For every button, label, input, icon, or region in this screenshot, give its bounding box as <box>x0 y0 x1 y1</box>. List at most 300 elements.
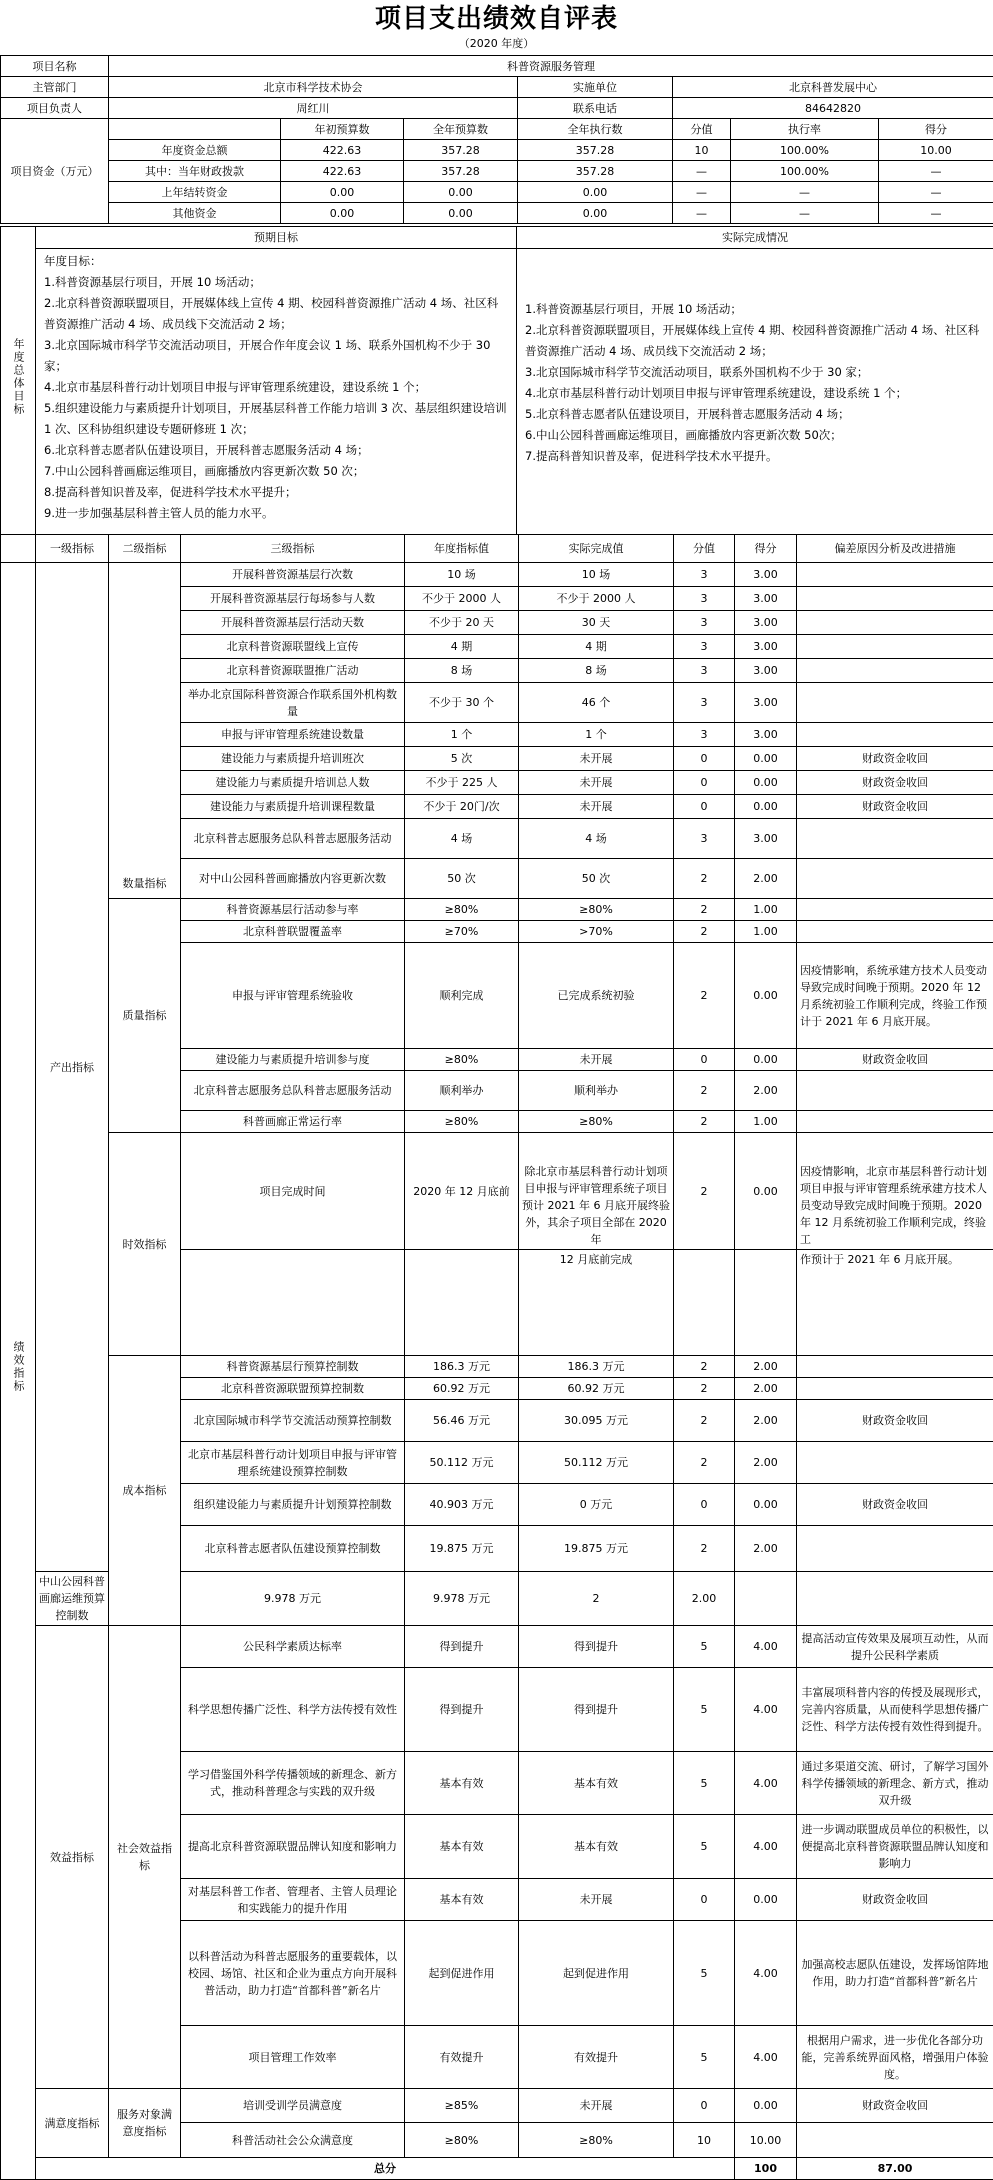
indicator-target: 基本有效 <box>405 1752 519 1815</box>
indicator-weight: 3 <box>674 683 735 723</box>
indicator-actual: 未开展 <box>519 795 674 819</box>
indicator-target: 起到促进作用 <box>405 1921 519 2026</box>
indicator-actual: 4 期 <box>519 635 674 659</box>
leader-label: 项目负责人 <box>1 98 109 119</box>
indicator-score: 0.00 <box>735 747 797 771</box>
funds-header: 分值 <box>673 119 731 140</box>
goal-line: 8.提高科普知识普及率，促进科学技术水平提升； <box>44 482 508 503</box>
indicator-score: 0.00 <box>735 1484 797 1526</box>
indicator-score: 0.00 <box>735 1879 797 1921</box>
expected-goals <box>36 249 517 535</box>
indicator-weight: 3 <box>674 723 735 747</box>
project-name-value: 科普资源服务管理 <box>109 56 993 77</box>
indicator-name: 培训受训学员满意度 <box>181 2089 405 2123</box>
indicator-score: 1.00 <box>735 921 797 943</box>
funds-cell: — <box>731 182 879 203</box>
indicator-target: 不少于 2000 人 <box>405 587 519 611</box>
indicator-actual: 60.92 万元 <box>519 1378 674 1400</box>
indicator-actual: 除北京市基层科普行动计划项目申报与评审管理系统子项目预计 2021 年 6 月底开展终验外，其余子项目全部在 2020 年 <box>519 1133 674 1250</box>
indicator-name: 建设能力与素质提升培训参与度 <box>181 1049 405 1071</box>
funds-row <box>1 161 993 182</box>
indicator-actual: ≥80% <box>519 1111 674 1133</box>
funds-cell: 100.00% <box>731 161 879 182</box>
indicator-weight: 2 <box>674 1133 735 1250</box>
table-row <box>1 563 993 587</box>
info-table <box>0 55 993 224</box>
indicator-target: 4 期 <box>405 635 519 659</box>
goal-line: 年度目标： <box>44 251 508 272</box>
indicator-score: 2.00 <box>735 1526 797 1572</box>
actual-line: 7.提高科普知识普及率，促进科学技术水平提升。 <box>525 446 985 467</box>
indicator-weight: 2 <box>674 1378 735 1400</box>
actual-line: 5.北京科普志愿者队伍建设项目，开展科普志愿服务活动 4 场； <box>525 404 985 425</box>
indicator-name: 北京科普联盟覆盖率 <box>181 921 405 943</box>
funds-cell: — <box>731 203 879 224</box>
indicator-target: 基本有效 <box>405 1815 519 1879</box>
funds-header: 全年预算数 <box>404 119 518 140</box>
indicator-score: 2.00 <box>735 1400 797 1442</box>
indicator-actual: 已完成系统初验 <box>519 943 674 1049</box>
indicator-score: 0.00 <box>735 795 797 819</box>
indicator-deviation <box>797 859 993 899</box>
funds-header: 年初预算数 <box>281 119 404 140</box>
indicator-deviation: 财政资金收回 <box>797 1049 993 1071</box>
indicator-deviation <box>797 819 993 859</box>
impl-unit-value: 北京科普发展中心 <box>673 77 993 98</box>
funds-cell: 其中：当年财政拨款 <box>109 161 281 182</box>
funds-cell: 其他资金 <box>109 203 281 224</box>
indicator-actual: 12 月底前完成 <box>519 1250 674 1356</box>
indicator-actual: 186.3 万元 <box>519 1356 674 1378</box>
goal-line: 4.北京市基层科普行动计划项目申报与评审管理系统建设，建设系统 1 个； <box>44 377 508 398</box>
funds-header: 全年执行数 <box>518 119 673 140</box>
indicator-weight: 2 <box>674 921 735 943</box>
indicator-weight: 5 <box>674 1626 735 1668</box>
indicator-actual: 0 万元 <box>519 1484 674 1526</box>
goals-table <box>0 226 993 535</box>
indicator-score: 2.00 <box>735 1378 797 1400</box>
indicator-weight: 3 <box>674 819 735 859</box>
indicator-name: 开展科普资源基层行次数 <box>181 563 405 587</box>
indicator-weight: 0 <box>674 1484 735 1526</box>
indicator-name: 申报与评审管理系统建设数量 <box>181 723 405 747</box>
indicator-target: 186.3 万元 <box>405 1356 519 1378</box>
indicator-deviation <box>797 2123 993 2158</box>
indicator-actual: 19.875 万元 <box>519 1526 674 1572</box>
indicator-weight: 2 <box>674 1356 735 1378</box>
indicator-actual: 未开展 <box>519 1879 674 1921</box>
table-row <box>1 1626 993 1668</box>
indicator-score: 3.00 <box>735 611 797 635</box>
indicator-score: 2.00 <box>735 1442 797 1484</box>
indicator-deviation <box>797 611 993 635</box>
indicator-weight: 0 <box>674 795 735 819</box>
indicator-target: 9.978 万元 <box>181 1572 405 1626</box>
indicator-target: 40.903 万元 <box>405 1484 519 1526</box>
indicator-actual: 10 场 <box>519 563 674 587</box>
table-row <box>1 1356 993 1378</box>
indicator-weight: 0 <box>674 747 735 771</box>
indicator-target: ≥80% <box>405 2123 519 2158</box>
indicator-actual: 30.095 万元 <box>519 1400 674 1442</box>
level2-social: 社会效益指标 <box>109 1626 181 2089</box>
funds-cell: 0.00 <box>281 203 404 224</box>
indicator-weight: 5 <box>674 1668 735 1752</box>
funds-cell: 422.63 <box>281 140 404 161</box>
funds-cell: — <box>879 182 993 203</box>
level2-service-satisfaction: 服务对象满意度指标 <box>109 2089 181 2158</box>
indicator-score: 3.00 <box>735 723 797 747</box>
total-row <box>1 2158 993 2180</box>
indicator-target: ≥70% <box>405 921 519 943</box>
level2-quantity: 数量指标 <box>109 563 181 899</box>
indicator-weight: 0 <box>674 2089 735 2123</box>
indicator-score: 2.00 <box>735 1356 797 1378</box>
indicator-name: 开展科普资源基层行每场参与人数 <box>181 587 405 611</box>
indicator-weight: 5 <box>674 1752 735 1815</box>
indicator-actual: 9.978 万元 <box>405 1572 519 1626</box>
indicator-deviation <box>797 723 993 747</box>
indicator-deviation: 因疫情影响，系统承建方技术人员变动导致完成时间晚于预期。2020 年 12 月系统初验工作顺利完成，终验工作预计于 2021 年 6 月底开展。 <box>797 943 993 1049</box>
indicator-score <box>735 1250 797 1356</box>
funds-cell: 上年结转资金 <box>109 182 281 203</box>
indicator-name: 北京科普志愿者队伍建设预算控制数 <box>181 1526 405 1572</box>
indicator-score: 0.00 <box>735 2089 797 2123</box>
goal-line: 5.组织建设能力与素质提升计划项目，开展基层科普工作能力培训 3 次、基层组织建设培训 1 次、区科协组织建设专题研修班 1 次； <box>44 398 508 440</box>
indicator-weight: 3 <box>674 587 735 611</box>
indicator-target: ≥80% <box>405 899 519 921</box>
indicator-name: 项目管理工作效率 <box>181 2026 405 2089</box>
indicator-weight: 2 <box>674 1400 735 1442</box>
indicator-name: 北京科普志愿服务总队科普志愿服务活动 <box>181 1071 405 1111</box>
total-score: 87.00 <box>797 2158 993 2180</box>
actual-goals <box>517 249 993 535</box>
indicator-name: 中山公园科普画廊运维预算控制数 <box>36 1572 109 1626</box>
indicator-weight: 2 <box>674 1071 735 1111</box>
phone-value: 84642820 <box>673 98 993 119</box>
indicator-weight: 2 <box>674 859 735 899</box>
project-name-label: 项目名称 <box>1 56 109 77</box>
indicator-name: 建设能力与素质提升培训总人数 <box>181 771 405 795</box>
indicator-actual: 基本有效 <box>519 1815 674 1879</box>
indicator-deviation: 财政资金收回 <box>797 771 993 795</box>
funds-cell: — <box>879 161 993 182</box>
indicator-actual: 未开展 <box>519 747 674 771</box>
funds-cell: — <box>879 203 993 224</box>
indicator-score: 3.00 <box>735 659 797 683</box>
indicator-target: 8 场 <box>405 659 519 683</box>
funds-cell: 年度资金总额 <box>109 140 281 161</box>
indicator-score: 0.00 <box>735 1049 797 1071</box>
indicator-name: 科普资源基层行活动参与率 <box>181 899 405 921</box>
indicator-score: 3.00 <box>735 635 797 659</box>
indicator-name: 对中山公园科普画廊播放内容更新次数 <box>181 859 405 899</box>
indicator-name: 对基层科普工作者、管理者、主管人员理论和实践能力的提升作用 <box>181 1879 405 1921</box>
dept-value: 北京市科学技术协会 <box>109 77 518 98</box>
indicator-deviation: 因疫情影响，北京市基层科普行动计划项目申报与评审管理系统承建方技术人员变动导致完成时间晚于预期。2020 年 12 月系统初验工作顺利完成，终验工 <box>797 1133 993 1250</box>
indicator-score: 1.00 <box>735 1111 797 1133</box>
indicator-actual: 50.112 万元 <box>519 1442 674 1484</box>
indicator-actual: 1 个 <box>519 723 674 747</box>
indicator-target: 1 个 <box>405 723 519 747</box>
funds-cell: — <box>673 203 731 224</box>
indicator-deviation <box>797 1378 993 1400</box>
indicator-deviation: 财政资金收回 <box>797 1879 993 1921</box>
indicator-name: 北京国际城市科学节交流活动预算控制数 <box>181 1400 405 1442</box>
indicator-name: 开展科普资源基层行活动天数 <box>181 611 405 635</box>
goal-line: 6.北京科普志愿者队伍建设项目，开展科普志愿服务活动 4 场； <box>44 440 508 461</box>
funds-cell: 0.00 <box>518 182 673 203</box>
indicator-name: 建设能力与素质提升培训班次 <box>181 747 405 771</box>
indicator-deviation: 根据用户需求，进一步优化各部分功能，完善系统界面风格，增强用户体验度。 <box>797 2026 993 2089</box>
funds-cell: 100.00% <box>731 140 879 161</box>
indicator-name: 举办北京国际科普资源合作联系国外机构数量 <box>181 683 405 723</box>
funds-cell: 10 <box>673 140 731 161</box>
funds-row <box>1 140 993 161</box>
funds-cell: 357.28 <box>404 161 518 182</box>
indicator-name: 项目完成时间 <box>181 1133 405 1250</box>
blank-header <box>1 535 36 563</box>
indicator-actual: 8 场 <box>519 659 674 683</box>
impl-unit-label: 实施单位 <box>518 77 673 98</box>
funds-cell: 0.00 <box>518 203 673 224</box>
actual-line: 6.中山公园科普画廊运维项目，画廊播放内容更新次数 50次； <box>525 425 985 446</box>
indicator-target: 基本有效 <box>405 1879 519 1921</box>
indicator-score: 3.00 <box>735 683 797 723</box>
indicator-name: 学习借鉴国外科学传播领域的新理念、新方式，推动科普理念与实践的双升级 <box>181 1752 405 1815</box>
funds-header: 执行率 <box>731 119 879 140</box>
indicator-name: 科普资源基层行预算控制数 <box>181 1356 405 1378</box>
indicator-deviation <box>797 683 993 723</box>
indicator-deviation: 加强高校志愿队伍建设，发挥场馆阵地作用，助力打造“首都科普”新名片 <box>797 1921 993 2026</box>
goals-label: 年度总体目标 <box>1 227 36 535</box>
indicator-score: 4.00 <box>735 1668 797 1752</box>
indicator-name: 建设能力与素质提升培训课程数量 <box>181 795 405 819</box>
indicator-score: 4.00 <box>735 2026 797 2089</box>
indicator-target: 不少于 30 个 <box>405 683 519 723</box>
level1-satisfaction: 满意度指标 <box>36 2089 109 2158</box>
indicator-target: ≥80% <box>405 1049 519 1071</box>
indicator-name: 北京科普资源联盟预算控制数 <box>181 1378 405 1400</box>
dept-label: 主管部门 <box>1 77 109 98</box>
indicator-actual: ≥80% <box>519 2123 674 2158</box>
indicator-deviation: 进一步调动联盟成员单位的积极性，以便提高北京科普资源联盟品牌认知度和影响力 <box>797 1815 993 1879</box>
indicator-actual: 46 个 <box>519 683 674 723</box>
indicator-weight: 2 <box>674 943 735 1049</box>
indicator-score: 2.00 <box>735 859 797 899</box>
indicator-score: 10.00 <box>735 2123 797 2158</box>
funds-row <box>1 182 993 203</box>
header-level2: 二级指标 <box>109 535 181 563</box>
page-subtitle: （2020 年度） <box>0 36 993 52</box>
indicator-name: 以科普活动为科普志愿服务的重要载体，以校园、场馆、社区和企业为重点方向开展科普活动，助力打造“首都科普”新名片 <box>181 1921 405 2026</box>
indicator-name: 北京市基层科普行动计划项目申报与评审管理系统建设预算控制数 <box>181 1442 405 1484</box>
header-deviation: 偏差原因分析及改进措施 <box>797 535 993 563</box>
indicator-actual: 未开展 <box>519 771 674 795</box>
indicator-score: 4.00 <box>735 1921 797 2026</box>
indicator-actual: 顺利举办 <box>519 1071 674 1111</box>
indicator-weight: 10 <box>674 2123 735 2158</box>
funds-cell: 0.00 <box>404 182 518 203</box>
indicator-deviation: 作预计于 2021 年 6 月底开展。 <box>797 1250 993 1356</box>
actual-line: 3.北京国际城市科学节交流活动项目，联系外国机构不少于 30 家； <box>525 362 985 383</box>
indicator-target: 不少于 20门/次 <box>405 795 519 819</box>
indicator-name: 北京科普志愿服务总队科普志愿服务活动 <box>181 819 405 859</box>
header-target: 年度指标值 <box>405 535 519 563</box>
indicator-deviation <box>797 587 993 611</box>
indicator-score: 0.00 <box>735 771 797 795</box>
table-row <box>1 1133 993 1250</box>
indicator-score: 4.00 <box>735 1626 797 1668</box>
indicator-weight: 5 <box>674 1921 735 2026</box>
indicator-weight: 0 <box>674 1049 735 1071</box>
indicator-target: 5 次 <box>405 747 519 771</box>
indicator-name: 科普活动社会公众满意度 <box>181 2123 405 2158</box>
indicator-target: 19.875 万元 <box>405 1526 519 1572</box>
indicator-weight: 2 <box>674 899 735 921</box>
goal-line: 9.进一步加强基层科普主管人员的能力水平。 <box>44 503 508 524</box>
indicator-deviation <box>797 635 993 659</box>
indicator-actual: 30 天 <box>519 611 674 635</box>
indicator-name: 北京科普资源联盟线上宣传 <box>181 635 405 659</box>
funds-cell: — <box>673 161 731 182</box>
goal-line: 2.北京科普资源联盟项目，开展媒体线上宣传 4 期、校园科普资源推广活动 4 场、社区科普资源推广活动 4 场、成员线下交流活动 2 场； <box>44 293 508 335</box>
indicator-deviation <box>797 1111 993 1133</box>
indicator-deviation: 提高活动宣传效果及展项互动性，从而提升公民科学素质 <box>797 1626 993 1668</box>
indicator-deviation: 通过多渠道交流、研讨，了解学习国外科学传播领域的新理念、新方式，推动双升级 <box>797 1752 993 1815</box>
indicator-target: 50 次 <box>405 859 519 899</box>
indicator-actual: 50 次 <box>519 859 674 899</box>
indicator-score: 2.00 <box>674 1572 735 1626</box>
header-level1: 一级指标 <box>36 535 109 563</box>
actual-line: 4.北京市基层科普行动计划项目申报与评审管理系统建设，建设系统 1 个； <box>525 383 985 404</box>
perf-indicators-label: 绩效指标 <box>1 563 36 2180</box>
indicator-deviation <box>797 1526 993 1572</box>
indicator-target: ≥85% <box>405 2089 519 2123</box>
goal-line: 3.北京国际城市科学节交流活动项目，开展合作年度会议 1 场、联系外国机构不少于 30家； <box>44 335 508 377</box>
indicator-name: 提高北京科普资源联盟品牌认知度和影响力 <box>181 1815 405 1879</box>
indicator-target: 10 场 <box>405 563 519 587</box>
indicator-score: 3.00 <box>735 563 797 587</box>
funds-cell: 0.00 <box>404 203 518 224</box>
indicator-deviation: 财政资金收回 <box>797 747 993 771</box>
indicator-name <box>181 1250 405 1356</box>
indicator-target: 60.92 万元 <box>405 1378 519 1400</box>
table-row <box>1 2089 993 2123</box>
indicator-target: 4 场 <box>405 819 519 859</box>
indicator-actual: >70% <box>519 921 674 943</box>
indicator-target: 不少于 20 天 <box>405 611 519 635</box>
indicator-deviation <box>797 1071 993 1111</box>
indicator-weight: 2 <box>519 1572 674 1626</box>
funds-label: 项目资金（万元） <box>1 119 109 224</box>
indicator-target: 50.112 万元 <box>405 1442 519 1484</box>
indicator-name: 科学思想传播广泛性、科学方法传授有效性 <box>181 1668 405 1752</box>
indicator-weight: 5 <box>674 2026 735 2089</box>
leader-value: 周红川 <box>109 98 518 119</box>
indicator-actual: 4 场 <box>519 819 674 859</box>
phone-label: 联系电话 <box>518 98 673 119</box>
indicator-deviation: 丰富展项科普内容的传授及展现形式，完善内容质量，从而使科学思想传播广泛性、科学方法传授有效性得到提升。 <box>797 1668 993 1752</box>
actual-line: 2.北京科普资源联盟项目，开展媒体线上宣传 4 期、校园科普资源推广活动 4 场、社区科普资源推广活动 4 场、成员线下交流活动 2 场； <box>525 320 985 362</box>
indicator-actual: 起到促进作用 <box>519 1921 674 2026</box>
actual-line: 1.科普资源基层行项目，开展 10 场活动； <box>525 299 985 320</box>
indicator-weight: 3 <box>674 563 735 587</box>
indicator-deviation <box>797 563 993 587</box>
indicator-actual: 未开展 <box>519 1049 674 1071</box>
indicator-deviation <box>735 1572 797 1626</box>
level1-benefit: 效益指标 <box>36 1626 109 2089</box>
indicator-target: 不少于 225 人 <box>405 771 519 795</box>
indicator-actual: 有效提升 <box>519 2026 674 2089</box>
indicator-name: 组织建设能力与素质提升计划预算控制数 <box>181 1484 405 1526</box>
indicator-deviation: 财政资金收回 <box>797 1400 993 1442</box>
indicator-weight: 0 <box>674 771 735 795</box>
indicator-actual: 得到提升 <box>519 1626 674 1668</box>
indicator-target: 有效提升 <box>405 2026 519 2089</box>
indicator-target: 2020 年 12 月底前 <box>405 1133 519 1250</box>
level2-cost: 成本指标 <box>109 1356 181 1626</box>
indicator-name: 公民科学素质达标率 <box>181 1626 405 1668</box>
indicator-name: 北京科普资源联盟推广活动 <box>181 659 405 683</box>
indicator-actual: 基本有效 <box>519 1752 674 1815</box>
indicator-score: 1.00 <box>735 899 797 921</box>
level1-output: 产出指标 <box>36 563 109 1572</box>
funds-cell: 357.28 <box>404 140 518 161</box>
indicator-deviation <box>797 921 993 943</box>
goal-line: 1.科普资源基层行项目，开展 10 场活动； <box>44 272 508 293</box>
indicator-actual: 得到提升 <box>519 1668 674 1752</box>
funds-row <box>1 203 993 224</box>
indicator-target: 得到提升 <box>405 1668 519 1752</box>
indicator-target: 56.46 万元 <box>405 1400 519 1442</box>
indicators-table <box>0 534 993 2180</box>
indicator-deviation <box>797 1442 993 1484</box>
indicator-name: 申报与评审管理系统验收 <box>181 943 405 1049</box>
funds-cell: 0.00 <box>281 182 404 203</box>
indicator-actual: 未开展 <box>519 2089 674 2123</box>
indicator-actual: ≥80% <box>519 899 674 921</box>
funds-header-blank <box>109 119 281 140</box>
header-actual: 实际完成值 <box>519 535 674 563</box>
indicator-deviation: 财政资金收回 <box>797 1484 993 1526</box>
table-row <box>1 899 993 921</box>
indicator-deviation <box>797 1356 993 1378</box>
expected-goals-header: 预期目标 <box>36 227 517 249</box>
funds-header: 得分 <box>879 119 993 140</box>
indicator-score: 3.00 <box>735 819 797 859</box>
indicator-deviation: 财政资金收回 <box>797 795 993 819</box>
indicator-weight: 2 <box>674 1442 735 1484</box>
indicator-target <box>405 1250 519 1356</box>
header-score-value: 分值 <box>674 535 735 563</box>
header-score: 得分 <box>735 535 797 563</box>
header-level3: 三级指标 <box>181 535 405 563</box>
indicator-score: 2.00 <box>735 1071 797 1111</box>
indicator-weight: 5 <box>674 1815 735 1879</box>
indicator-score: 0.00 <box>735 1133 797 1250</box>
goal-line: 7.中山公园科普画廊运维项目，画廊播放内容更新次数 50 次； <box>44 461 508 482</box>
indicator-target: ≥80% <box>405 1111 519 1133</box>
funds-cell: — <box>673 182 731 203</box>
indicator-weight: 2 <box>674 1526 735 1572</box>
total-label: 总分 <box>36 2158 735 2180</box>
indicator-deviation <box>797 899 993 921</box>
indicator-weight <box>674 1250 735 1356</box>
indicator-deviation <box>797 659 993 683</box>
indicator-weight: 3 <box>674 635 735 659</box>
actual-goals-header: 实际完成情况 <box>517 227 993 249</box>
